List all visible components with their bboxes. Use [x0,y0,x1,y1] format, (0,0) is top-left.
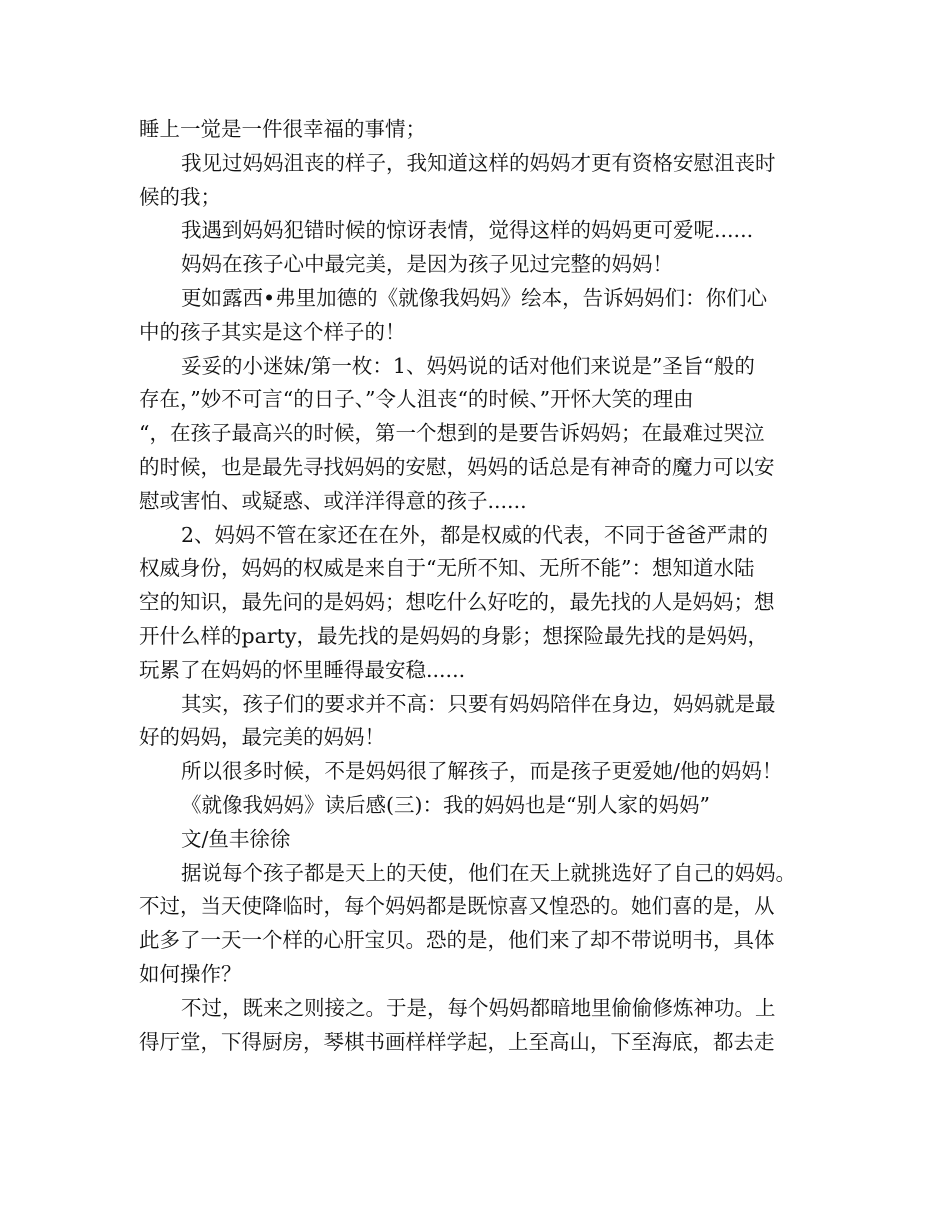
text-line: 的时候，也是最先寻找妈妈的安慰，妈妈的话总是有神奇的魔力可以安 [139,454,775,479]
text-line: 好的妈妈，最完美的妈妈！ [139,725,385,750]
text-line: 开什么样的party，最先找的是妈妈的身影；想探险最先找的是妈妈， [139,623,768,648]
text-line: 睡上一觉是一件很幸福的事情； [139,117,426,141]
text-line: 不过，当天使降临时，每个妈妈都是既惊喜又惶恐的。她们喜的是，从 [139,894,775,919]
text-line: 空的知识，最先问的是妈妈；想吃什么好吃的，最先找的人是妈妈；想 [139,590,775,615]
text-line: 我遇到妈妈犯错时候的惊讶表情，觉得这样的妈妈更可爱呢...... [181,218,754,243]
text-line: 妥妥的小迷妹/第一枚：1、妈妈说的话对他们来说是”圣旨“般的 [181,353,755,378]
text-line: 我见过妈妈沮丧的样子，我知道这样的妈妈才更有资格安慰沮丧时 [181,150,776,175]
text-line: “，在孩子最高兴的时候，第一个想到的是要告诉妈妈；在最难过哭泣 [139,421,765,446]
text-line: 其实，孩子们的要求并不高：只要有妈妈陪伴在身边，妈妈就是最 [181,691,776,716]
text-line: 慰或害怕、或疑惑、或洋洋得意的孩子...... [139,488,527,513]
section-heading: 《就像我妈妈》读后感(三)：我的妈妈也是“别人家的妈妈” [181,792,710,817]
text-line: 得厅堂，下得厨房，琴棋书画样样学起，上至高山，下至海底，都去走 [139,1029,775,1054]
author-byline: 文/鱼丰徐徐 [181,826,291,851]
body-text [139,113,839,1059]
text-line: 妈妈在孩子心中最完美，是因为孩子见过完整的妈妈！ [181,252,673,277]
text-line: 中的孩子其实是这个样子的！ [139,319,406,344]
text-line: 更如露西•弗里加德的《就像我妈妈》绘本，告诉妈妈们：你们心 [181,285,768,310]
text-line: 2、妈妈不管在家还在在外，都是权威的代表，不同于爸爸严肃的 [181,522,769,547]
text-line: 存在，”妙不可言“的日子、”令人沮丧“的时候、”开怀大笑的理由 [139,387,694,412]
text-line: 所以很多时候，不是妈妈很了解孩子，而是孩子更爱她/他的妈妈！ [181,759,783,784]
text-line: 此多了一天一个样的心肝宝贝。恐的是，他们来了却不带说明书，具体 [139,928,775,953]
text-line: 据说每个孩子都是天上的天使，他们在天上就挑选好了自己的妈妈。 [181,860,796,885]
text-line: 玩累了在妈妈的怀里睡得最安稳...... [139,657,466,682]
text-line: 如何操作？ [139,961,242,986]
text-line: 候的我； [139,184,221,209]
text-line: 权威身份，妈妈的权威是来自于“无所不知、无所不能”：想知道水陆 [139,556,755,581]
text-line: 不过，既来之则接之。于是，每个妈妈都暗地里偷偷修炼神功。上 [181,995,776,1020]
